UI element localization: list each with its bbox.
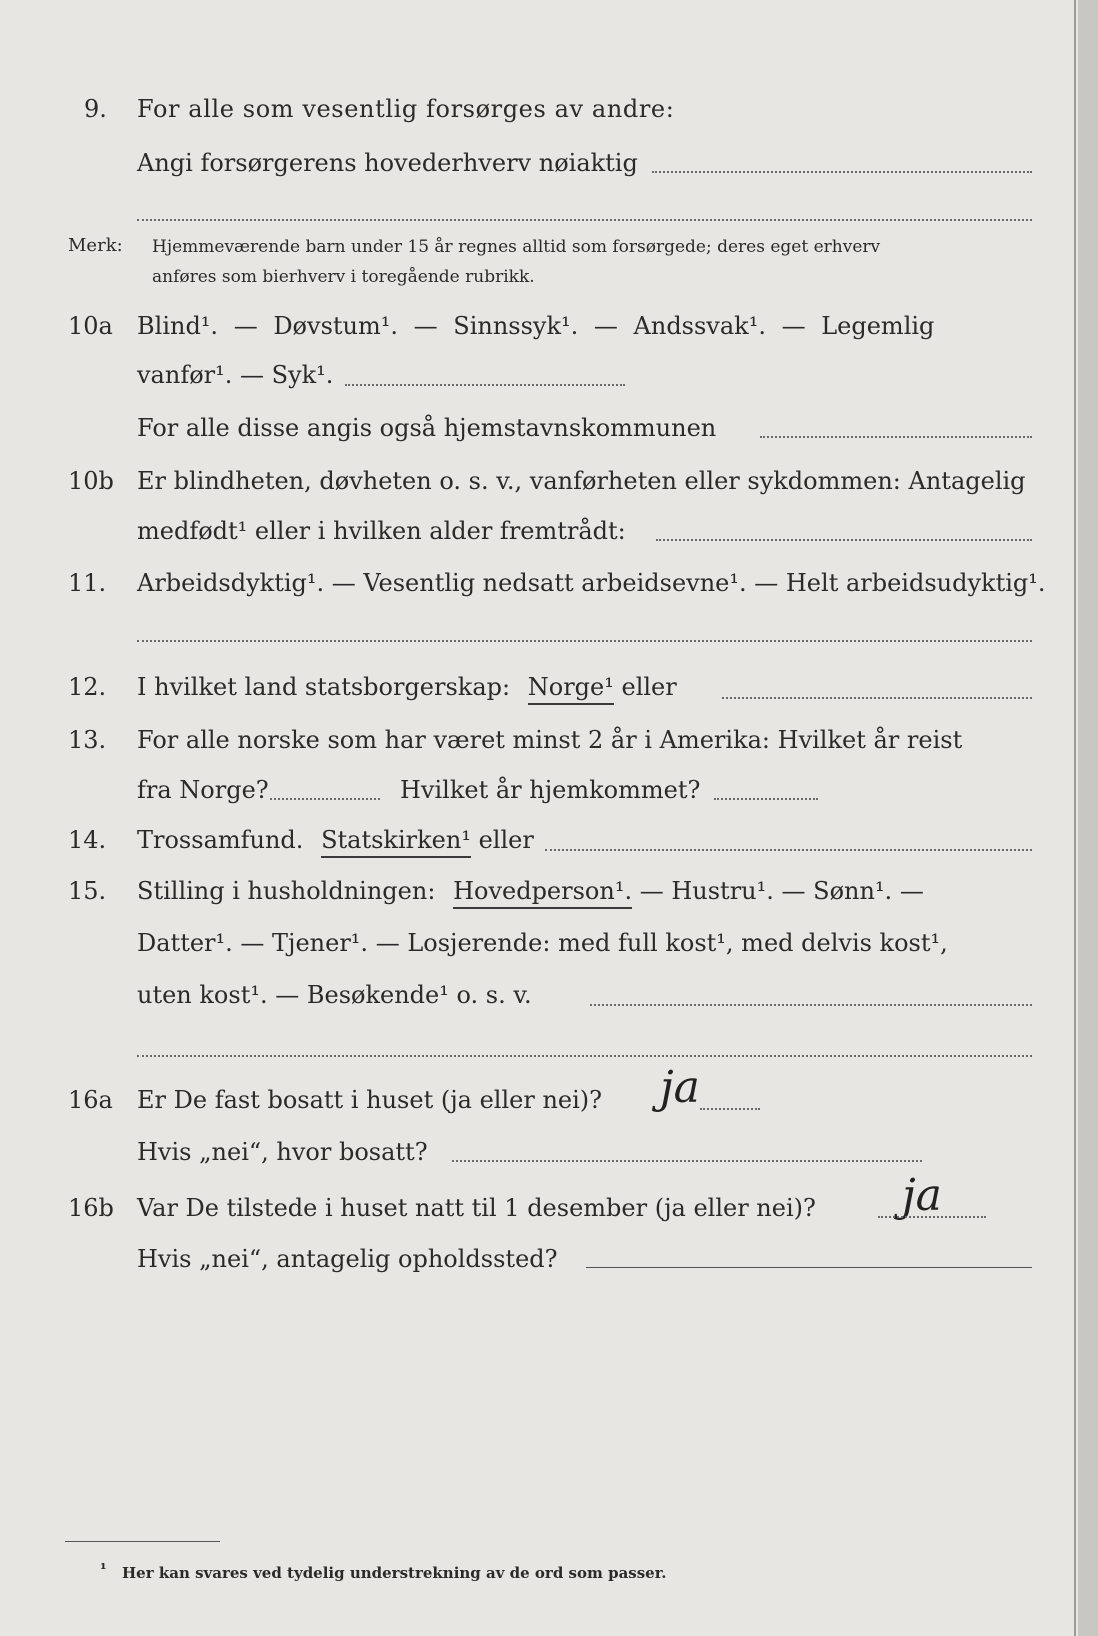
q10b-answer-line bbox=[656, 539, 1032, 541]
q16a-number: 16a bbox=[68, 1086, 113, 1114]
q15-line1-rest: — Hustru¹. — Sønn¹. — bbox=[639, 877, 924, 905]
q16b-answer-line bbox=[878, 1216, 986, 1218]
merk-label: Merk: bbox=[68, 235, 123, 256]
q16b-line2: Hvis „nei“, antagelig opholdssted? bbox=[137, 1245, 558, 1273]
q10a-line1: Blind¹. — Døvstum¹. — Sinnssyk¹. — Andssvak¹. — Legemlig bbox=[137, 312, 935, 340]
q13-hjemkommet-line bbox=[714, 798, 818, 800]
q10b-line2: medfødt¹ eller i hvilken alder fremtrådt: bbox=[137, 517, 626, 545]
q13-reist-line bbox=[270, 798, 380, 800]
q13-line2a: fra Norge? bbox=[137, 776, 269, 804]
q16a-line1: Er De fast bosatt i huset (ja eller nei)? bbox=[137, 1086, 603, 1114]
q15-answer-line-2 bbox=[137, 1055, 1032, 1057]
q10a-number: 10a bbox=[68, 312, 113, 340]
q9-line1: For alle som vesentlig forsørges av andre: bbox=[137, 95, 675, 123]
q12-norge-underlined: Norge¹ bbox=[528, 673, 614, 705]
page-edge bbox=[1078, 0, 1098, 1636]
q14-answer-line bbox=[545, 849, 1032, 851]
q13-number: 13. bbox=[68, 726, 107, 754]
q10a-line3: For alle disse angis også hjemstavnskommunen bbox=[137, 414, 717, 442]
q12-prefix: I hvilket land statsborgerskap: bbox=[137, 673, 511, 701]
q16b-handwritten-answer: ja bbox=[902, 1170, 942, 1221]
q11-answer-line bbox=[137, 640, 1032, 642]
q10a-kommune-line bbox=[760, 436, 1032, 438]
q15-number: 15. bbox=[68, 877, 107, 905]
q13-line1: For alle norske som har været minst 2 år i Amerika: Hvilket år reist bbox=[137, 726, 963, 754]
q16b-number: 16b bbox=[68, 1194, 114, 1222]
q10a-line2: vanfør¹. — Syk¹. bbox=[137, 361, 334, 389]
q9-line2: Angi forsørgerens hovederhverv nøiaktig bbox=[137, 149, 638, 177]
q15-line2: Datter¹. — Tjener¹. — Losjerende: med full kost¹, med delvis kost¹, bbox=[137, 929, 948, 957]
q16b-opholdssted-line bbox=[586, 1267, 1032, 1268]
page-edge-line bbox=[1074, 0, 1076, 1636]
q16b-line1: Var De tilstede i huset natt til 1 desember (ja eller nei)? bbox=[137, 1194, 816, 1222]
q9-number: 9. bbox=[84, 95, 107, 123]
q12-suffix: eller bbox=[621, 673, 677, 701]
q14-number: 14. bbox=[68, 826, 107, 854]
q14-row bbox=[137, 825, 534, 855]
q14-prefix: Trossamfund. bbox=[137, 826, 304, 854]
footnote-rule bbox=[65, 1541, 220, 1542]
q16a-handwritten-answer: ja bbox=[660, 1062, 700, 1113]
footnote-text: Her kan svares ved tydelig understrekning av de ord som passer. bbox=[122, 1564, 667, 1582]
q15-hovedperson-underlined: Hovedperson¹. bbox=[453, 877, 632, 909]
q9-answer-line bbox=[652, 171, 1032, 173]
q15-prefix: Stilling i husholdningen: bbox=[137, 877, 436, 905]
q15-row1 bbox=[137, 876, 924, 906]
q9-answer-line-2 bbox=[137, 219, 1032, 221]
q12-answer-line bbox=[722, 697, 1032, 699]
q10b-number: 10b bbox=[68, 467, 114, 495]
q14-statskirken-underlined: Statskirken¹ bbox=[321, 826, 471, 858]
q11-number: 11. bbox=[68, 569, 107, 597]
q16a-answer-line bbox=[700, 1108, 760, 1110]
q10b-line1: Er blindheten, døvheten o. s. v., vanførheten eller sykdommen: Antagelig bbox=[137, 467, 1026, 495]
footnote-mark: ¹ bbox=[100, 1560, 107, 1578]
q16a-line2: Hvis „nei“, hvor bosatt? bbox=[137, 1138, 428, 1166]
merk-line1: Hjemmeværende barn under 15 år regnes alltid som forsørgede; deres eget erhverv bbox=[152, 237, 881, 257]
merk-line2: anføres som bierhverv i toregående rubrikk. bbox=[152, 267, 535, 287]
q16a-bosatt-line bbox=[452, 1160, 922, 1162]
q15-line3: uten kost¹. — Besøkende¹ o. s. v. bbox=[137, 981, 532, 1009]
q13-line2b: Hvilket år hjemkommet? bbox=[400, 776, 701, 804]
q10a-syk-line bbox=[345, 384, 625, 386]
q14-suffix: eller bbox=[478, 826, 534, 854]
q11-line1: Arbeidsdyktig¹. — Vesentlig nedsatt arbeidsevne¹. — Helt arbeidsudyktig¹. bbox=[137, 569, 1046, 597]
q15-answer-line bbox=[590, 1004, 1032, 1006]
q12-number: 12. bbox=[68, 673, 107, 701]
q12-row bbox=[137, 672, 677, 702]
